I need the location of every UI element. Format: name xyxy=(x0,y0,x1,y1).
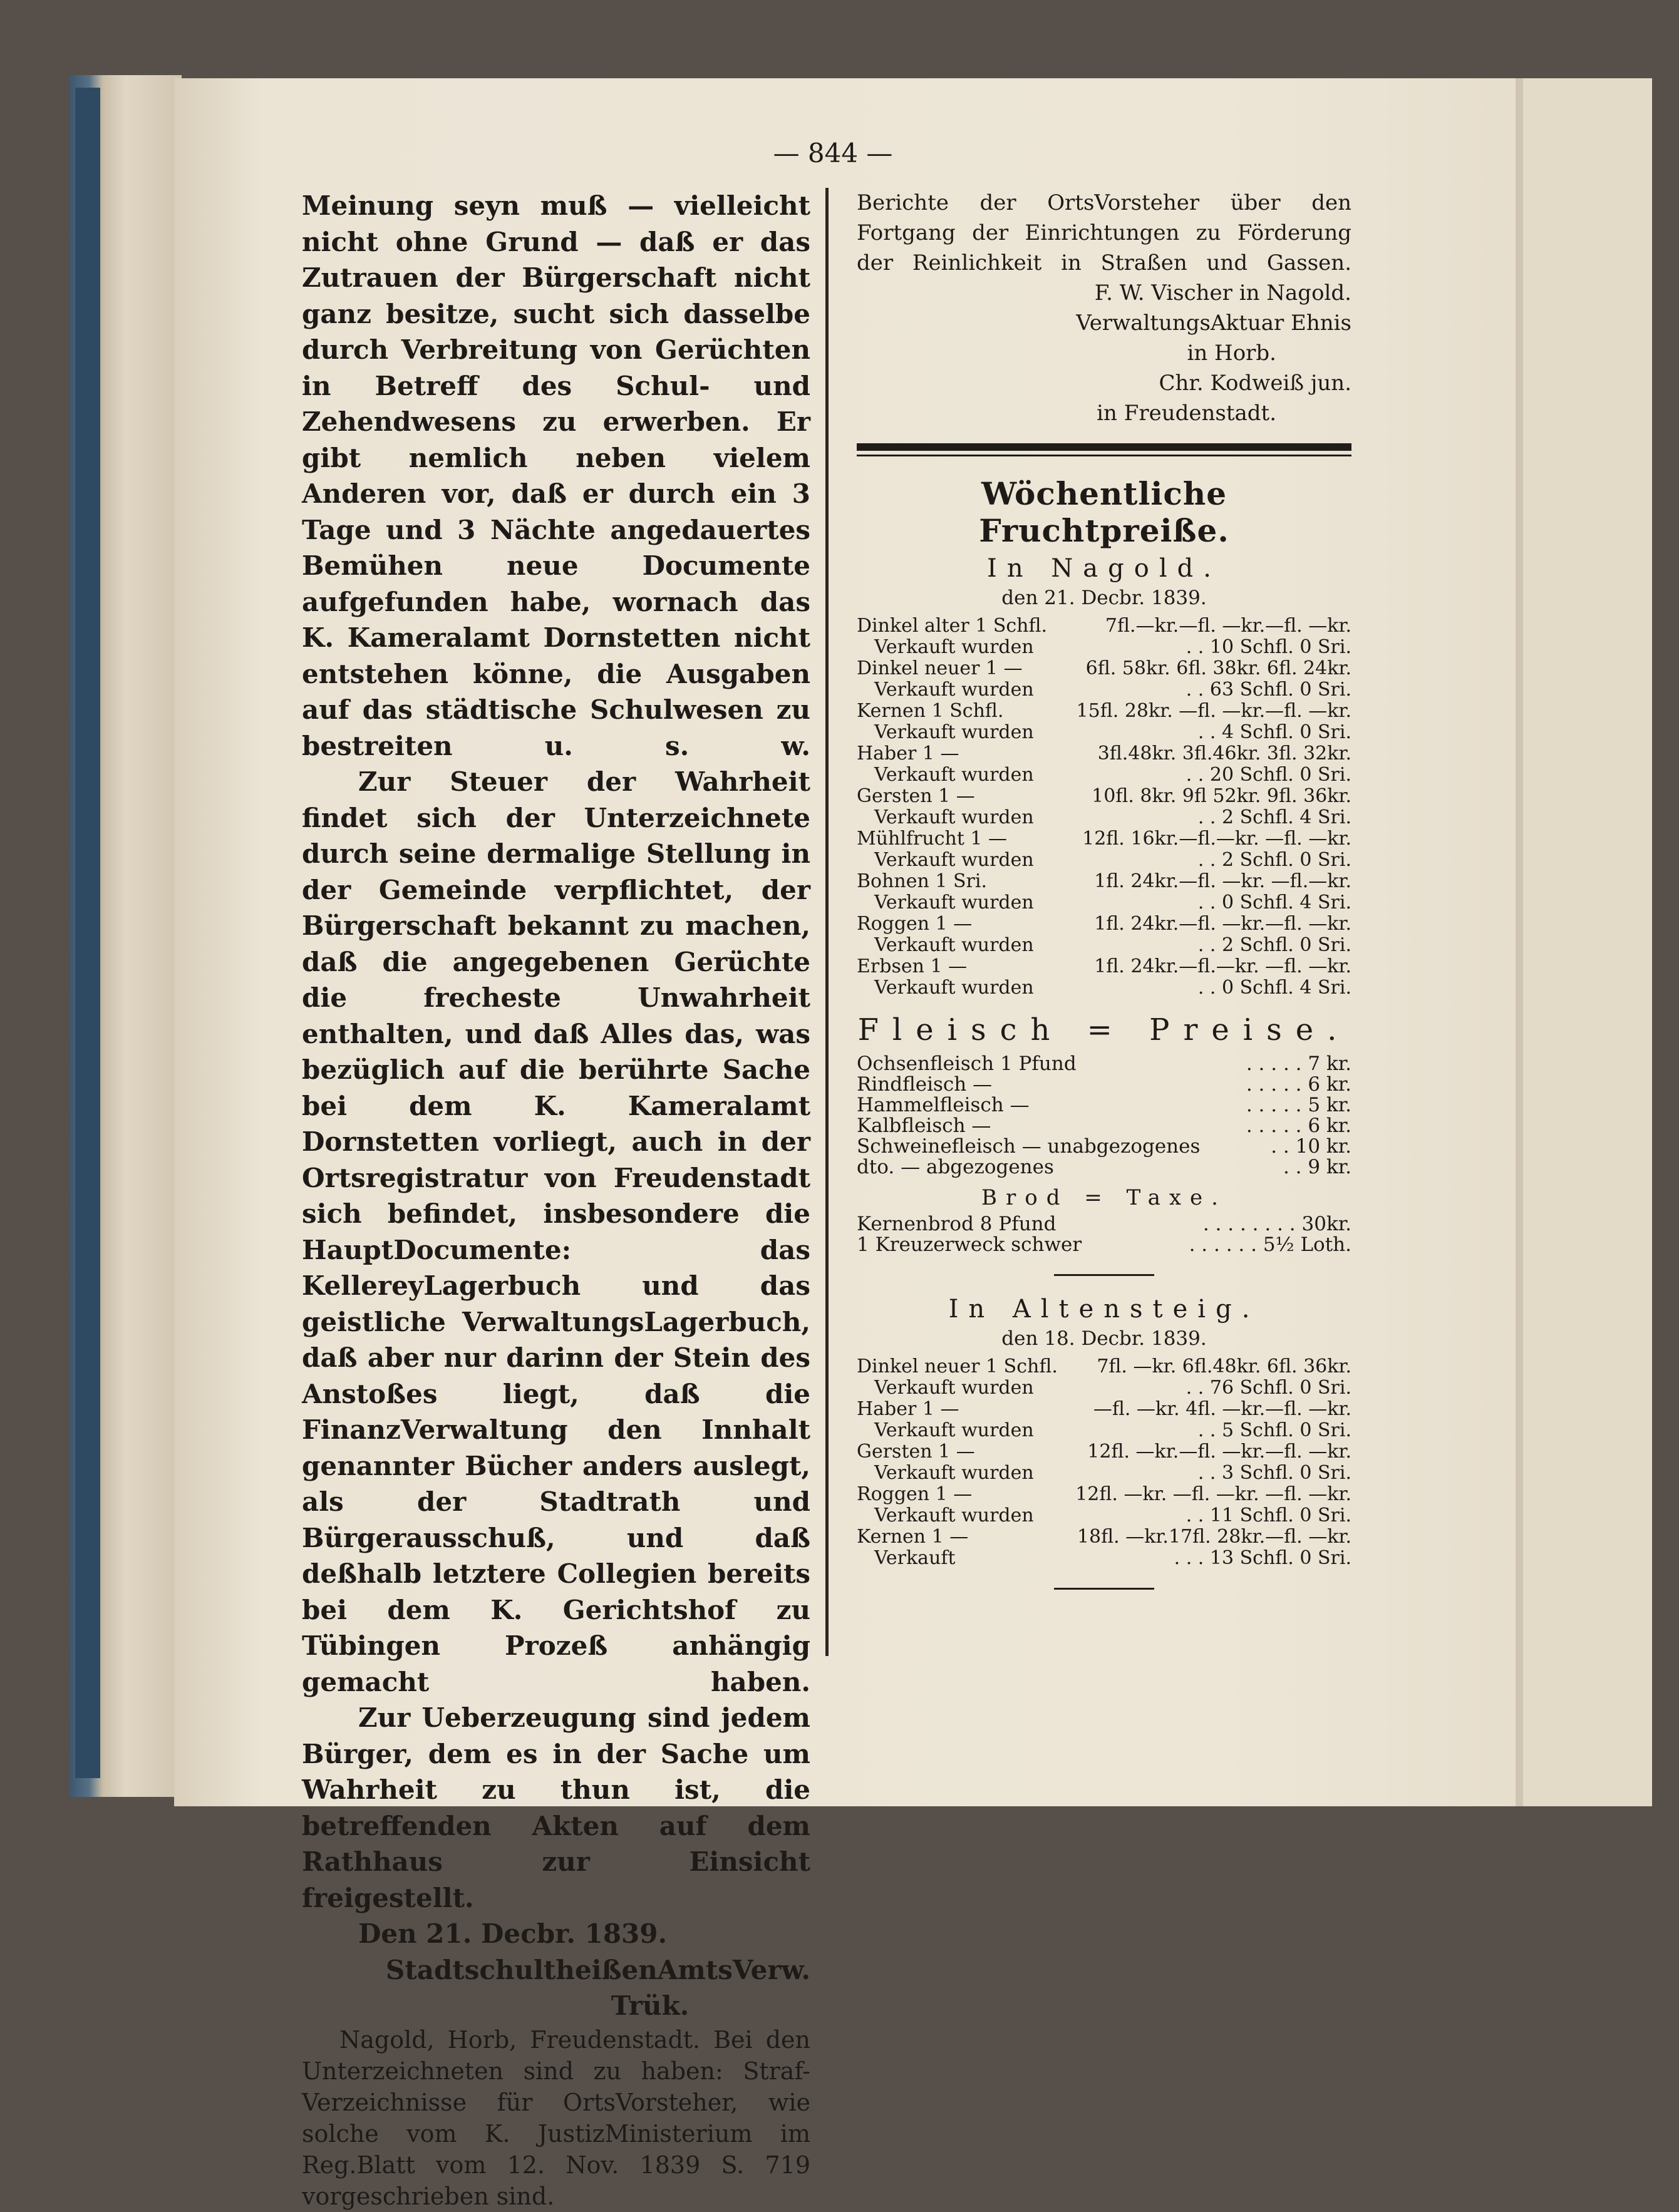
paragraph-3: Zur Ueberzeugung sind jedem Bürger, dem es in der Sache um Wahrheit zu thun ist, die betreffenden Akten auf dem Rathhaus zur Einsicht freigestellt. xyxy=(302,1702,810,1913)
row-label: Hammelfleisch — xyxy=(857,1094,1030,1116)
row-label: Verkauft wurden xyxy=(874,892,1034,913)
row-value: . . 5 Schfl. 0 Sri. xyxy=(1197,1419,1351,1441)
right-column xyxy=(857,188,1351,1608)
price-row xyxy=(857,786,1351,807)
row-value: —fl. —kr. 4fl. —kr.—fl. —kr. xyxy=(1093,1398,1351,1420)
row-label: Verkauft wurden xyxy=(874,806,1034,828)
sold-row xyxy=(857,1548,1351,1569)
price-row xyxy=(857,1214,1351,1235)
row-label: Erbsen 1 — xyxy=(857,955,968,977)
row-label: Verkauft wurden xyxy=(874,1377,1034,1399)
row-value: 18fl. —kr.17fl. 28kr.—fl. —kr. xyxy=(1077,1526,1351,1548)
row-value: . . 0 Schfl. 4 Sri. xyxy=(1197,977,1351,999)
row-label: Verkauft xyxy=(874,1547,956,1569)
row-label: Mühlfrucht 1 — xyxy=(857,828,1008,850)
row-label: Roggen 1 — xyxy=(857,1483,973,1505)
book-cover-edge xyxy=(75,88,100,1778)
signer-line: Chr. Kodweiß jun. xyxy=(1159,371,1351,396)
sold-row xyxy=(857,1420,1351,1441)
sold-row xyxy=(857,892,1351,913)
row-value: . . 3 Schfl. 0 Sri. xyxy=(1197,1462,1351,1484)
column-divider xyxy=(825,188,829,1656)
signer-line: in Freudenstadt. xyxy=(1097,401,1276,426)
row-value: 6fl. 58kr. 6fl. 38kr. 6fl. 24kr. xyxy=(1085,657,1351,679)
row-value: . . . . . 5 kr. xyxy=(1246,1094,1351,1116)
sold-row xyxy=(857,807,1351,828)
prices-title: Wöchentliche Fruchtpreiße. xyxy=(979,475,1229,549)
row-value: . . 20 Schfl. 0 Sri. xyxy=(1186,764,1351,786)
row-value: 10fl. 8kr. 9fl 52kr. 9fl. 36kr. xyxy=(1092,785,1351,807)
price-row xyxy=(857,1136,1351,1157)
price-row xyxy=(857,913,1351,935)
thick-rule xyxy=(857,443,1351,451)
signers-block xyxy=(857,278,1351,428)
price-row xyxy=(857,1526,1351,1548)
sold-row xyxy=(857,1463,1351,1484)
signer-line: in Horb. xyxy=(1187,341,1276,366)
row-value: . . 76 Schfl. 0 Sri. xyxy=(1186,1377,1351,1399)
row-label: Verkauft wurden xyxy=(874,849,1034,871)
row-value: . . 0 Schfl. 4 Sri. xyxy=(1197,892,1351,913)
price-row xyxy=(857,828,1351,850)
nagold-heading: In Nagold. xyxy=(987,554,1221,583)
price-row xyxy=(857,615,1351,637)
row-value: 3fl.48kr. 3fl.46kr. 3fl. 32kr. xyxy=(1097,743,1351,764)
meat-prices-heading: Fleisch = Preise. xyxy=(857,1012,1351,1047)
date-line: Den 21. Decbr. 1839. xyxy=(358,1918,668,1949)
row-label: Gersten 1 — xyxy=(857,1441,975,1463)
price-row xyxy=(857,1399,1351,1420)
price-row xyxy=(857,1074,1351,1095)
nagold-price-table xyxy=(857,615,1351,999)
sold-row xyxy=(857,977,1351,999)
row-value: 12fl. —kr.—fl. —kr.—fl. —kr. xyxy=(1087,1441,1351,1463)
signature-name: Trük. xyxy=(611,1990,690,2021)
book-gutter xyxy=(1516,78,1523,1806)
price-row xyxy=(857,658,1351,679)
row-label: Gersten 1 — xyxy=(857,785,975,807)
price-row xyxy=(857,1157,1351,1178)
row-value: . . . . . 6 kr. xyxy=(1246,1073,1351,1096)
signer-line: VerwaltungsAktuar Ehnis xyxy=(1076,311,1351,336)
row-label: Verkauft wurden xyxy=(874,636,1034,658)
row-value: 1fl. 24kr.—fl.—kr. —fl. —kr. xyxy=(1094,955,1351,977)
price-row xyxy=(857,743,1351,764)
row-label: Verkauft wurden xyxy=(874,977,1034,999)
price-row xyxy=(857,1356,1351,1377)
report-paragraph: Berichte der OrtsVorsteher über den Fortgang der Einrichtungen zu Förderung der Reinlichkeit in Straßen und Gassen. xyxy=(857,190,1351,275)
sold-row xyxy=(857,1505,1351,1526)
row-label: Haber 1 — xyxy=(857,743,959,764)
row-value: . . 2 Schfl. 0 Sri. xyxy=(1197,934,1351,956)
thin-rule xyxy=(857,455,1351,456)
price-row xyxy=(857,871,1351,892)
price-row xyxy=(857,1235,1351,1255)
row-label: Verkauft wurden xyxy=(874,1462,1034,1484)
row-value: . . 11 Schfl. 0 Sri. xyxy=(1186,1505,1351,1526)
row-label: Verkauft wurden xyxy=(874,679,1034,701)
sold-row xyxy=(857,764,1351,786)
row-value: . . 10 kr. xyxy=(1271,1135,1351,1158)
price-row xyxy=(857,1054,1351,1074)
row-label: dto. — abgezogenes xyxy=(857,1156,1054,1178)
row-label: Dinkel alter 1 Schfl. xyxy=(857,615,1048,637)
row-label: Schweinefleisch — unabgezogenes xyxy=(857,1135,1201,1158)
row-value: . . . . . 6 kr. xyxy=(1246,1114,1351,1137)
row-value: . . 2 Schfl. 0 Sri. xyxy=(1197,849,1351,871)
row-label: Rindfleisch — xyxy=(857,1073,993,1096)
price-row xyxy=(857,1095,1351,1116)
signature-office: StadtschultheißenAmtsVerw. xyxy=(386,1954,810,1985)
row-label: Verkauft wurden xyxy=(874,1505,1034,1526)
row-value: 7fl. —kr. 6fl.48kr. 6fl. 36kr. xyxy=(1097,1355,1351,1377)
row-label: Dinkel neuer 1 — xyxy=(857,657,1023,679)
row-value: 12fl. —kr. —fl. —kr. —fl. —kr. xyxy=(1075,1483,1351,1505)
row-label: Kalbfleisch — xyxy=(857,1114,991,1137)
left-column xyxy=(302,188,810,2212)
bread-price-table xyxy=(857,1214,1351,1255)
sold-row xyxy=(857,679,1351,701)
row-value: 7fl.—kr.—fl. —kr.—fl. —kr. xyxy=(1105,615,1351,637)
row-value: 1fl. 24kr.—fl. —kr.—fl. —kr. xyxy=(1094,913,1351,935)
row-value: . . 4 Schfl. 0 Sri. xyxy=(1197,721,1351,743)
row-label: Kernen 1 Schfl. xyxy=(857,700,1004,722)
altensteig-price-table xyxy=(857,1356,1351,1569)
sold-row xyxy=(857,722,1351,743)
row-value: . . 10 Schfl. 0 Sri. xyxy=(1186,636,1351,658)
signer-line: F. W. Vischer in Nagold. xyxy=(1094,280,1351,306)
price-row xyxy=(857,1484,1351,1505)
facing-page-edge xyxy=(1523,78,1652,1806)
sold-row xyxy=(857,850,1351,871)
row-label: Verkauft wurden xyxy=(874,764,1034,786)
row-value: . . . . . 7 kr. xyxy=(1246,1052,1351,1075)
meat-price-table xyxy=(857,1054,1351,1178)
altensteig-date: den 18. Decbr. 1839. xyxy=(1001,1327,1207,1350)
price-row xyxy=(857,956,1351,977)
row-label: Verkauft wurden xyxy=(874,721,1034,743)
row-value: 15fl. 28kr. —fl. —kr.—fl. —kr. xyxy=(1076,700,1351,722)
altensteig-heading: In Altensteig. xyxy=(948,1295,1260,1324)
row-label: Verkauft wurden xyxy=(874,1419,1034,1441)
row-label: Verkauft wurden xyxy=(874,934,1034,956)
price-row xyxy=(857,1116,1351,1136)
row-label: Roggen 1 — xyxy=(857,913,973,935)
price-row xyxy=(857,1441,1351,1463)
row-value: 1fl. 24kr.—fl. —kr. —fl.—kr. xyxy=(1094,870,1351,892)
row-value: 12fl. 16kr.—fl.—kr. —fl. —kr. xyxy=(1082,828,1351,850)
sold-row xyxy=(857,935,1351,956)
row-value: . . . . . . 5½ Loth. xyxy=(1189,1233,1351,1256)
row-label: 1 Kreuzerweck schwer xyxy=(857,1233,1082,1256)
nagold-date: den 21. Decbr. 1839. xyxy=(1001,587,1207,609)
notice-paragraph: Nagold, Horb, Freudenstadt. Bei den Unterzeichneten sind zu haben: Straf-Verzeichnisse für OrtsVorsteher, wie solche vom K. JustizMinisterium im Reg.Blatt vom 12. Nov. 1839 S. 719 vorgeschrieben sind. xyxy=(302,2025,810,2210)
section-rule xyxy=(1054,1274,1154,1276)
row-label: Kernen 1 — xyxy=(857,1526,969,1548)
price-row xyxy=(857,701,1351,722)
row-value: . . 63 Schfl. 0 Sri. xyxy=(1186,679,1351,701)
page-number: — 844 — xyxy=(773,138,893,168)
row-label: Ochsenfleisch 1 Pfund xyxy=(857,1052,1077,1075)
row-label: Bohnen 1 Sri. xyxy=(857,870,988,892)
row-value: . . 9 kr. xyxy=(1283,1156,1351,1178)
row-label: Dinkel neuer 1 Schfl. xyxy=(857,1355,1058,1377)
bread-tax-heading: Brod = Taxe. xyxy=(981,1185,1227,1210)
row-value: . . . 13 Schfl. 0 Sri. xyxy=(1174,1547,1351,1569)
row-label: Haber 1 — xyxy=(857,1398,959,1420)
paragraph-1: Meinung seyn muß — vielleicht nicht ohne Grund — daß er das Zutrauen der Bürgerschaft nicht ganz besitze, sucht sich dasselbe durch Verbreitung von Gerüchten in Betreff des Schul- und Zehendwesens zu erwerben. Er gibt nemlich neben vielem Anderen vor, daß er durch ein 3 Tage und 3 Nächte angedauertes Bemühen neue Documente aufgefunden habe, wornach das K. Kameralamt Dornstetten nicht entstehen könne, die Ausgaben auf das städtische Schulwesen zu bestreiten u. s. w. xyxy=(302,190,810,761)
row-value: . . 2 Schfl. 4 Sri. xyxy=(1197,806,1351,828)
row-label: Kernenbrod 8 Pfund xyxy=(857,1213,1056,1235)
end-rule xyxy=(1054,1588,1154,1590)
row-value: . . . . . . . . 30kr. xyxy=(1202,1213,1351,1235)
paragraph-2: Zur Steuer der Wahrheit findet sich der Unterzeichnete durch seine dermalige Stellung in der Gemeinde verpflichtet, der Bürgerschaft bekannt zu machen, daß die angegebenen Gerüchte die frecheste Unwahrheit enthalten, und daß Alles das, was bezüglich auf die berührte Sache bei dem K. Kameralamt Dornstetten vorliegt, auch in der Ortsregistratur von Freudenstadt sich befindet, insbesondere die HauptDocumente: das KellereyLagerbuch und das geistliche VerwaltungsLagerbuch, daß aber nur darinn der Stein des Anstoßes liegt, daß die FinanzVerwaltung den Innhalt genannter Bücher anders auslegt, als der Stadtrath und Bürgerausschuß, und daß deßhalb letztere Collegien bereits bei dem K. Gerichtshof zu Tübingen Prozeß anhängig gemacht haben. xyxy=(302,766,810,1697)
sold-row xyxy=(857,1377,1351,1399)
sold-row xyxy=(857,637,1351,658)
